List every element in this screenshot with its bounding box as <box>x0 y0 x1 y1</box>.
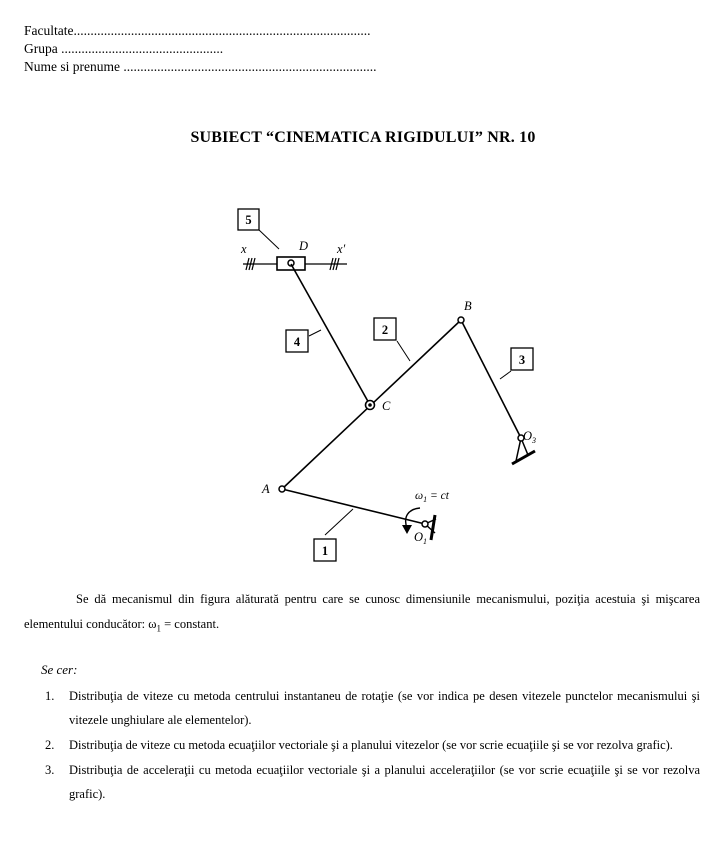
page-title: SUBIECT “CINEMATICA RIGIDULUI” NR. 10 <box>190 129 536 146</box>
svg-text:5: 5 <box>245 213 252 227</box>
axis-label-x-prime: x′ <box>337 242 346 256</box>
point-label-c: C <box>382 399 391 413</box>
svg-text:3: 3 <box>518 353 526 367</box>
joint-a <box>279 486 285 492</box>
link-1 <box>282 489 425 524</box>
list-item: 2. Distribuţia de viteze cu metoda ecuaţiilor vectoriale şi a planului vitezelor (se vor scrie ecuaţiile şi se vor rezolva grafic). <box>45 738 673 752</box>
list-item: 3. Distribuţia de acceleraţii cu metoda ecuaţiilor vectoriale şi a planului acceleraţiilor (se vor scrie ecuaţiile şi se vor rezolva grafic). <box>45 763 700 801</box>
name-field: Nume si prenume ........................................................................... <box>24 59 377 74</box>
label-box-2 <box>374 318 396 340</box>
leader-lines <box>258 229 511 535</box>
requirements-heading: Se cer: <box>41 662 78 677</box>
omega-label: $\omega_1$ = ct <box>415 490 449 504</box>
svg-text:2: 2 <box>381 323 389 337</box>
problem-statement: Se dă mecanismul din figura alăturată pentru care se cunosc dimensiunile mecanismului, poziţia acestuia şi mişcarea elementului conducător: $\omega_1$ = constant. <box>24 592 700 634</box>
mechanism-diagram <box>225 203 545 568</box>
point-label-d: D <box>299 239 309 253</box>
list-item: 1. Distribuţia de viteze cu metoda centrului instantaneu de rotaţie (se vor indica pe desen vitezele punctelor mecanismului şi vitezele unghiulare ale elementelor). <box>45 689 700 727</box>
label-box-4 <box>286 330 308 352</box>
svg-text:1: 1 <box>321 544 329 558</box>
point-label-o3: $O_3$ <box>523 429 537 445</box>
joint-c-center <box>368 403 372 407</box>
link-3 <box>461 320 521 438</box>
label-box-3 <box>511 348 533 370</box>
faculty-field: Facultate........................................................................................ <box>24 23 371 38</box>
joint-b <box>458 317 464 323</box>
group-field: Grupa ................................................ <box>24 41 224 56</box>
axis-label-x: x <box>241 242 247 256</box>
label-box-5 <box>238 209 259 230</box>
point-label-a: A <box>262 482 270 496</box>
requirements-list <box>24 684 700 807</box>
point-label-o1: $O_1$ <box>414 530 428 546</box>
label-box-1 <box>314 539 336 561</box>
point-label-b: B <box>464 299 472 313</box>
svg-text:4: 4 <box>293 335 301 349</box>
